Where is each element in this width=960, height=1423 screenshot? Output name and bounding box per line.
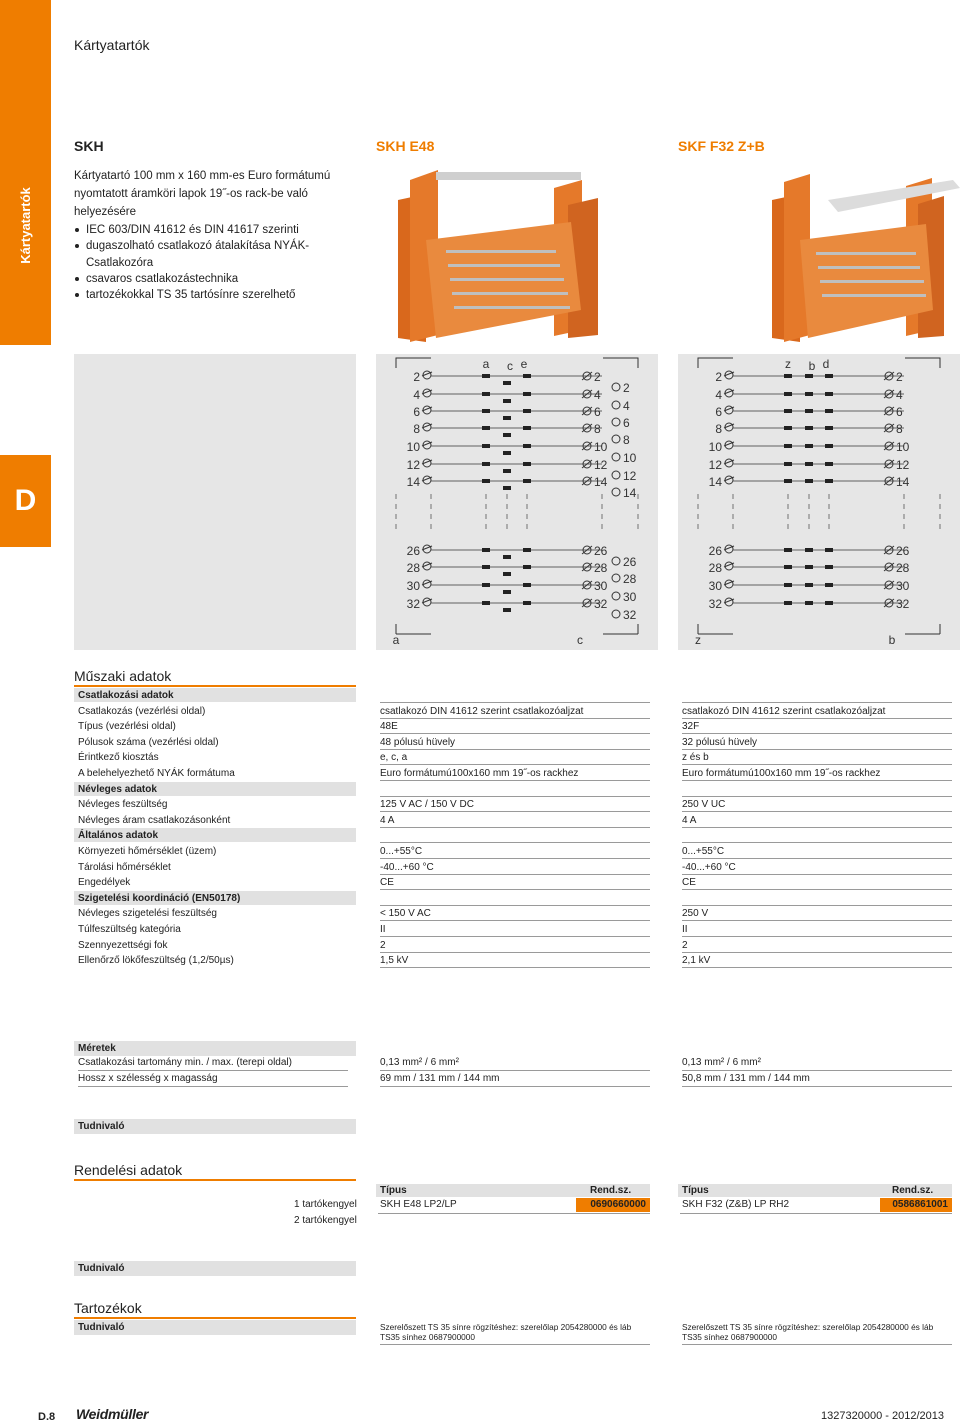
pin-label: 32 — [896, 597, 910, 611]
contact — [825, 583, 833, 587]
contact — [503, 555, 511, 559]
contact — [482, 583, 490, 587]
accessory-text-1: Szerelőszett TS 35 sínre rögzítéshez: szerelőlap 2054280000 és láb TS35 sínhez 0687900000 — [380, 1322, 632, 1342]
contact — [523, 409, 531, 413]
contact — [503, 433, 511, 437]
screw-terminal — [612, 418, 620, 426]
contact — [825, 565, 833, 569]
screw-terminal — [612, 383, 620, 391]
accessories-heading-rule — [74, 1317, 356, 1319]
contact — [784, 583, 792, 587]
pin-label: 14 — [708, 475, 722, 489]
pin-label: 10 — [896, 440, 910, 454]
contact — [825, 548, 833, 552]
contact — [482, 601, 490, 605]
order-col-header-2: Típus Rend.sz. — [678, 1184, 952, 1197]
product-photo-skh-e48 — [376, 160, 658, 342]
pin-label: 26 — [594, 544, 608, 558]
tech-group-header: Csatlakozási adatok — [74, 688, 960, 703]
variant1-title: SKH E48 — [376, 138, 435, 154]
contact — [503, 590, 511, 594]
tech-row: Névleges szigetelési feszültség < 150 V AC 250 V — [74, 906, 960, 921]
contact — [784, 409, 792, 413]
tech-row: Névleges áram csatlakozásonként 4 A 4 A — [74, 813, 960, 828]
note-bar: Tudnivaló — [74, 1320, 356, 1335]
screw-terminal — [612, 435, 620, 443]
pin-label: 8 — [896, 422, 903, 436]
pin-label: 28 — [594, 561, 608, 575]
contact — [784, 426, 792, 430]
note-bar: Tudnivaló — [74, 1119, 356, 1134]
pin-label: 14 — [896, 475, 910, 489]
pin-label: 12 — [406, 458, 420, 472]
order-type-2: SKH F32 (Z&B) LP RH2 — [682, 1199, 790, 1210]
feature-item: csavaros csatlakozástechnika — [74, 271, 364, 287]
contact — [482, 409, 490, 413]
contact — [482, 479, 490, 483]
dims-heading: Méretek — [74, 1041, 356, 1056]
contact — [784, 601, 792, 605]
screw-terminal — [612, 471, 620, 479]
contact — [482, 392, 490, 396]
contact — [825, 409, 833, 413]
pin-label: 28 — [896, 561, 910, 575]
tech-row: Típus (vezérlési oldal) 48E 32F — [74, 719, 960, 734]
contact — [784, 444, 792, 448]
contact — [482, 565, 490, 569]
order-type-1: SKH E48 LP2/LP — [380, 1199, 457, 1210]
product-description: Kártyatartó 100 mm x 160 mm-es Euro formátumú nyomtatott áramköri lapok 19˝-os rack-be való helyezésére — [74, 170, 331, 218]
contact — [503, 469, 511, 473]
pin-label: 30 — [708, 579, 722, 593]
screw-terminal — [612, 574, 620, 582]
product-series: SKH — [74, 138, 104, 154]
contact — [523, 462, 531, 466]
order-heading-rule — [74, 1179, 356, 1181]
pin-label: 30 — [896, 579, 910, 593]
contact — [523, 374, 531, 378]
dims-label: Hossz x szélesség x magasság — [78, 1073, 218, 1084]
tech-heading: Műszaki adatok — [74, 668, 172, 684]
contact — [805, 426, 813, 430]
pin-label: 4 — [413, 388, 420, 402]
contact — [825, 444, 833, 448]
contact — [503, 399, 511, 403]
qty-label: 1 tartókengyel — [294, 1199, 357, 1210]
pin-label: 14 — [623, 486, 637, 500]
screw-terminal — [612, 557, 620, 565]
contact — [482, 374, 490, 378]
pin-label: 26 — [406, 544, 420, 558]
feature-item: IEC 603/DIN 41612 és DIN 41617 szerinti — [74, 222, 364, 238]
bracket — [698, 358, 733, 368]
pin-label: 2 — [594, 370, 601, 384]
contact — [523, 548, 531, 552]
contact — [503, 381, 511, 385]
feature-item: tartozékokkal TS 35 tartósínre szerelhető — [74, 287, 364, 303]
contact — [825, 601, 833, 605]
pin-label: 8 — [715, 422, 722, 436]
dims-label: Csatlakozási tartomány min. / max. (terepi oldal) — [78, 1057, 292, 1068]
pin-label: 10 — [406, 440, 420, 454]
contact — [825, 392, 833, 396]
pin-label: 30 — [623, 590, 637, 604]
sidebar-top-band — [0, 0, 51, 105]
contact — [482, 548, 490, 552]
screw-terminal — [612, 401, 620, 409]
pin-label: 12 — [708, 458, 722, 472]
document-number: 1327320000 - 2012/2013 — [821, 1410, 944, 1422]
tech-row: Túlfeszültség kategória II II — [74, 922, 960, 937]
contact — [523, 565, 531, 569]
diagram-placeholder — [74, 354, 356, 650]
contact — [825, 462, 833, 466]
contact — [825, 374, 833, 378]
tech-row: Ellenőrző lökőfeszültség (1,2/50µs) 1,5 kV 2,1 kV — [74, 953, 960, 968]
contact — [482, 462, 490, 466]
contact — [805, 479, 813, 483]
contact — [805, 409, 813, 413]
contact — [805, 583, 813, 587]
pin-label: 30 — [594, 579, 608, 593]
pin-label: 30 — [406, 579, 420, 593]
pinout-diagram-f32 — [678, 354, 960, 650]
contact — [784, 548, 792, 552]
pin-label: 10 — [708, 440, 722, 454]
pin-label: 14 — [594, 475, 608, 489]
variant2-title: SKF F32 Z+B — [678, 138, 765, 154]
tech-row: Névleges feszültség 125 V AC / 150 V DC 250 V UC — [74, 797, 960, 812]
pin-label: 2 — [413, 370, 420, 384]
dims-value: 50,8 mm / 131 mm / 144 mm — [682, 1073, 810, 1084]
contact — [825, 479, 833, 483]
screw-terminal — [612, 453, 620, 461]
pin-label: 12 — [594, 458, 608, 472]
pin-label: 10 — [623, 451, 637, 465]
screw-terminal — [612, 592, 620, 600]
bracket — [698, 624, 733, 634]
contact — [784, 374, 792, 378]
feature-list — [74, 222, 364, 303]
pin-label: 2 — [896, 370, 903, 384]
pin-label: 26 — [896, 544, 910, 558]
pin-label: 32 — [623, 608, 637, 622]
pin-label: 28 — [708, 561, 722, 575]
pin-label: 14 — [406, 475, 420, 489]
dims-value: 69 mm / 131 mm / 144 mm — [380, 1073, 500, 1084]
tech-group-header: Általános adatok — [74, 828, 960, 843]
product-photo-skf-f32 — [678, 160, 960, 342]
contact — [523, 426, 531, 430]
pin-label: 6 — [594, 405, 601, 419]
brand-logo: Weidmüller — [76, 1406, 149, 1422]
contact — [503, 416, 511, 420]
bracket — [905, 358, 940, 368]
accessories-heading: Tartozékok — [74, 1300, 142, 1316]
bracket — [396, 358, 431, 368]
tech-row: Szennyezettségi fok 2 2 — [74, 938, 960, 953]
order-col-header-1: Típus Rend.sz. — [376, 1184, 650, 1197]
contact — [784, 565, 792, 569]
tech-row: Csatlakozás (vezérlési oldal) csatlakozó DIN 41612 szerint csatlakozóaljzat csatlakozó DIN 41612 szerint csatlakozóaljzat — [74, 704, 960, 719]
tech-row: A belehelyezhető NYÁK formátuma Euro formátumú100x160 mm 19˝-os rackhez Euro formátumú100x160 mm 19˝-os rackhez — [74, 766, 960, 781]
tech-row: Környezeti hőmérséklet (üzem) 0...+55°C 0...+55°C — [74, 844, 960, 859]
pin-label: 6 — [413, 405, 420, 419]
tech-row: Érintkező kiosztás e, c, a z és b — [74, 750, 960, 765]
pin-label: 4 — [896, 388, 903, 402]
column-label: z — [785, 357, 791, 371]
pin-label: 8 — [413, 422, 420, 436]
column-label: c — [577, 633, 583, 647]
pinout-diagram-e48 — [376, 354, 658, 650]
pin-label: 26 — [623, 555, 637, 569]
contact — [523, 601, 531, 605]
page-number: D.8 — [38, 1411, 56, 1423]
contact — [784, 462, 792, 466]
bracket — [905, 624, 940, 634]
contact — [523, 392, 531, 396]
tech-group-header: Névleges adatok — [74, 782, 960, 797]
pin-label: 12 — [896, 458, 910, 472]
pin-label: 28 — [406, 561, 420, 575]
pin-label: 6 — [896, 405, 903, 419]
dims-value: 0,13 mm² / 6 mm² — [380, 1057, 459, 1068]
screw-terminal — [612, 610, 620, 618]
contact — [805, 548, 813, 552]
contact — [805, 374, 813, 378]
tech-row: Pólusok száma (vezérlési oldal) 48 pólusú hüvely 32 pólusú hüvely — [74, 735, 960, 750]
bracket — [396, 624, 431, 634]
contact — [503, 608, 511, 612]
page-title: Kártyatartók — [74, 37, 150, 53]
contact — [503, 451, 511, 455]
pin-label: 2 — [715, 370, 722, 384]
pin-label: 4 — [715, 388, 722, 402]
pin-label: 6 — [715, 405, 722, 419]
bracket — [603, 624, 638, 634]
column-label: b — [888, 633, 896, 647]
contact — [805, 444, 813, 448]
pin-label: 4 — [594, 388, 601, 402]
pin-label: 4 — [623, 399, 630, 413]
contact — [825, 426, 833, 430]
column-label: b — [808, 359, 816, 373]
column-label: d — [822, 357, 830, 371]
contact — [805, 565, 813, 569]
tech-group-header: Szigetelési koordináció (EN50178) — [74, 891, 960, 906]
sidebar-vertical-label: Kártyatartók — [18, 186, 33, 264]
order-heading: Rendelési adatok — [74, 1162, 183, 1178]
pin-label: 2 — [623, 381, 630, 395]
qty-label: 2 tartókengyel — [294, 1215, 357, 1226]
tech-row: Engedélyek CE CE — [74, 875, 960, 890]
pin-label: 26 — [708, 544, 722, 558]
bracket — [603, 358, 638, 368]
column-label: a — [392, 633, 400, 647]
contact — [784, 479, 792, 483]
contact — [503, 486, 511, 490]
contact — [523, 444, 531, 448]
pin-label: 6 — [623, 416, 630, 430]
tech-heading-rule — [74, 685, 356, 687]
pin-label: 8 — [623, 433, 630, 447]
pin-label: 10 — [594, 440, 608, 454]
column-label: a — [482, 357, 490, 371]
screw-terminal — [612, 488, 620, 496]
pin-label: 8 — [594, 422, 601, 436]
pin-label: 28 — [623, 572, 637, 586]
pin-label: 32 — [406, 597, 420, 611]
contact — [482, 426, 490, 430]
pin-label: 12 — [623, 469, 637, 483]
contact — [523, 479, 531, 483]
contact — [805, 392, 813, 396]
contact — [523, 583, 531, 587]
section-letter: D — [0, 455, 51, 547]
contact — [482, 444, 490, 448]
pin-label: 32 — [708, 597, 722, 611]
column-label: c — [507, 359, 513, 373]
contact — [503, 572, 511, 576]
contact — [805, 462, 813, 466]
order-number-2: 0586861001 — [880, 1198, 952, 1212]
pin-label: 32 — [594, 597, 608, 611]
contact — [784, 392, 792, 396]
feature-item-cont: dugaszolható csatlakozó átalakítása NYÁK-Csatlakozóra — [74, 238, 364, 271]
column-label: e — [520, 357, 528, 371]
accessory-text-2: Szerelőszett TS 35 sínre rögzítéshez: szerelőlap 2054280000 és láb TS35 sínhez 0687900000 — [682, 1322, 934, 1342]
contact — [805, 601, 813, 605]
order-number-1: 0690660000 — [576, 1198, 650, 1212]
note-bar: Tudnivaló — [74, 1261, 356, 1276]
dims-value: 0,13 mm² / 6 mm² — [682, 1057, 761, 1068]
column-label: z — [695, 633, 701, 647]
tech-row: Tárolási hőmérséklet -40...+60 °C -40...+60 °C — [74, 860, 960, 875]
